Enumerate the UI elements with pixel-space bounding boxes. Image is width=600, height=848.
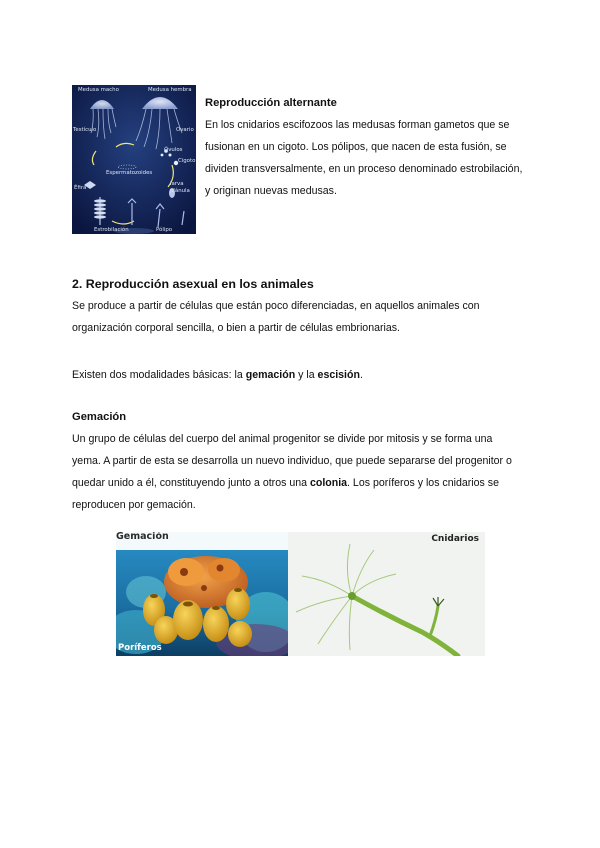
gemmation-line-4: reproducen por gemación. [72,499,196,511]
sponge-illustration [116,532,288,656]
alternating-line-1: En los cnidarios escifozoos las medusas forman gametos que se [205,119,510,131]
label-female-medusa: Medusa hembra [148,87,192,93]
porifera-photo [116,532,288,656]
modalities-sentence [72,364,542,386]
modalities-text-middle: y la [295,369,318,381]
term-gemmation: gemación [245,369,296,381]
label-polyp: Pólipo [156,227,173,233]
section-intro-line-1: Se produce a partir de células que están poco diferenciadas, en aquellos animales con [72,300,480,312]
alternating-line-4: y originan nuevas medusas. [205,185,337,197]
gemmation-line-1: Un grupo de células del cuerpo del animal progenitor se divide por mitosis y se forma una [72,433,493,445]
label-larva: larva [170,181,184,187]
label-strobilation: Estrobilación [94,227,129,233]
gemmation-title: Gemación [72,411,127,423]
modalities-text-after: . [359,369,363,381]
modalities-text-before: Existen dos modalidades básicas: la [72,369,246,381]
gemmation-line-3-after: . Los poríferos y los cnidarios se [347,477,499,489]
gemmation-line-2: yema. A partir de esta se desarrolla un nuevo individuo, que puede separarse del progenitor o [72,455,512,467]
label-ovary: Ovario [176,127,194,133]
label-ephyra: Éfira [74,185,87,191]
label-zygote: Cigoto [178,158,196,164]
caption-cnidaria: Cnidarios [431,534,479,544]
caption-gemmation: Gemación [116,532,169,542]
section-intro-line-2: organización corporal sencilla, o bien a partir de células embrionarias. [72,322,400,334]
label-sperm: Espermatozoides [106,170,153,176]
jellyfish-lifecycle-figure [72,85,196,234]
section-asexual-reproduction [72,273,542,339]
label-male-medusa: Medusa macho [78,87,119,93]
caption-porifera: Poríferos [118,643,162,653]
alternating-title: Reproducción alternante [205,97,337,109]
term-colony: colonia [309,477,348,489]
label-planula: plánula [170,188,190,194]
gemmation-photo [116,532,485,656]
alternating-reproduction-block [205,92,525,202]
alternating-line-2: fusionan en un cigoto. Los pólipos, que nacen de esta fusión, se [205,141,507,153]
label-testicle: Testículo [73,127,97,133]
cnidaria-photo [288,532,485,656]
gemmation-block [72,406,542,516]
gemmation-line-3-before: quedar unido a él, constituyendo junto a otros una [72,477,310,489]
section-title: 2. Reproducción asexual en los animales [72,277,314,291]
label-ovules: Óvulos [164,147,183,153]
term-fission: escisión [317,369,360,381]
hydra-illustration [288,532,485,656]
alternating-line-3: dividen transversalmente, en un proceso denominado estrobilación, [205,163,523,175]
gemmation-line-3 [72,472,542,494]
